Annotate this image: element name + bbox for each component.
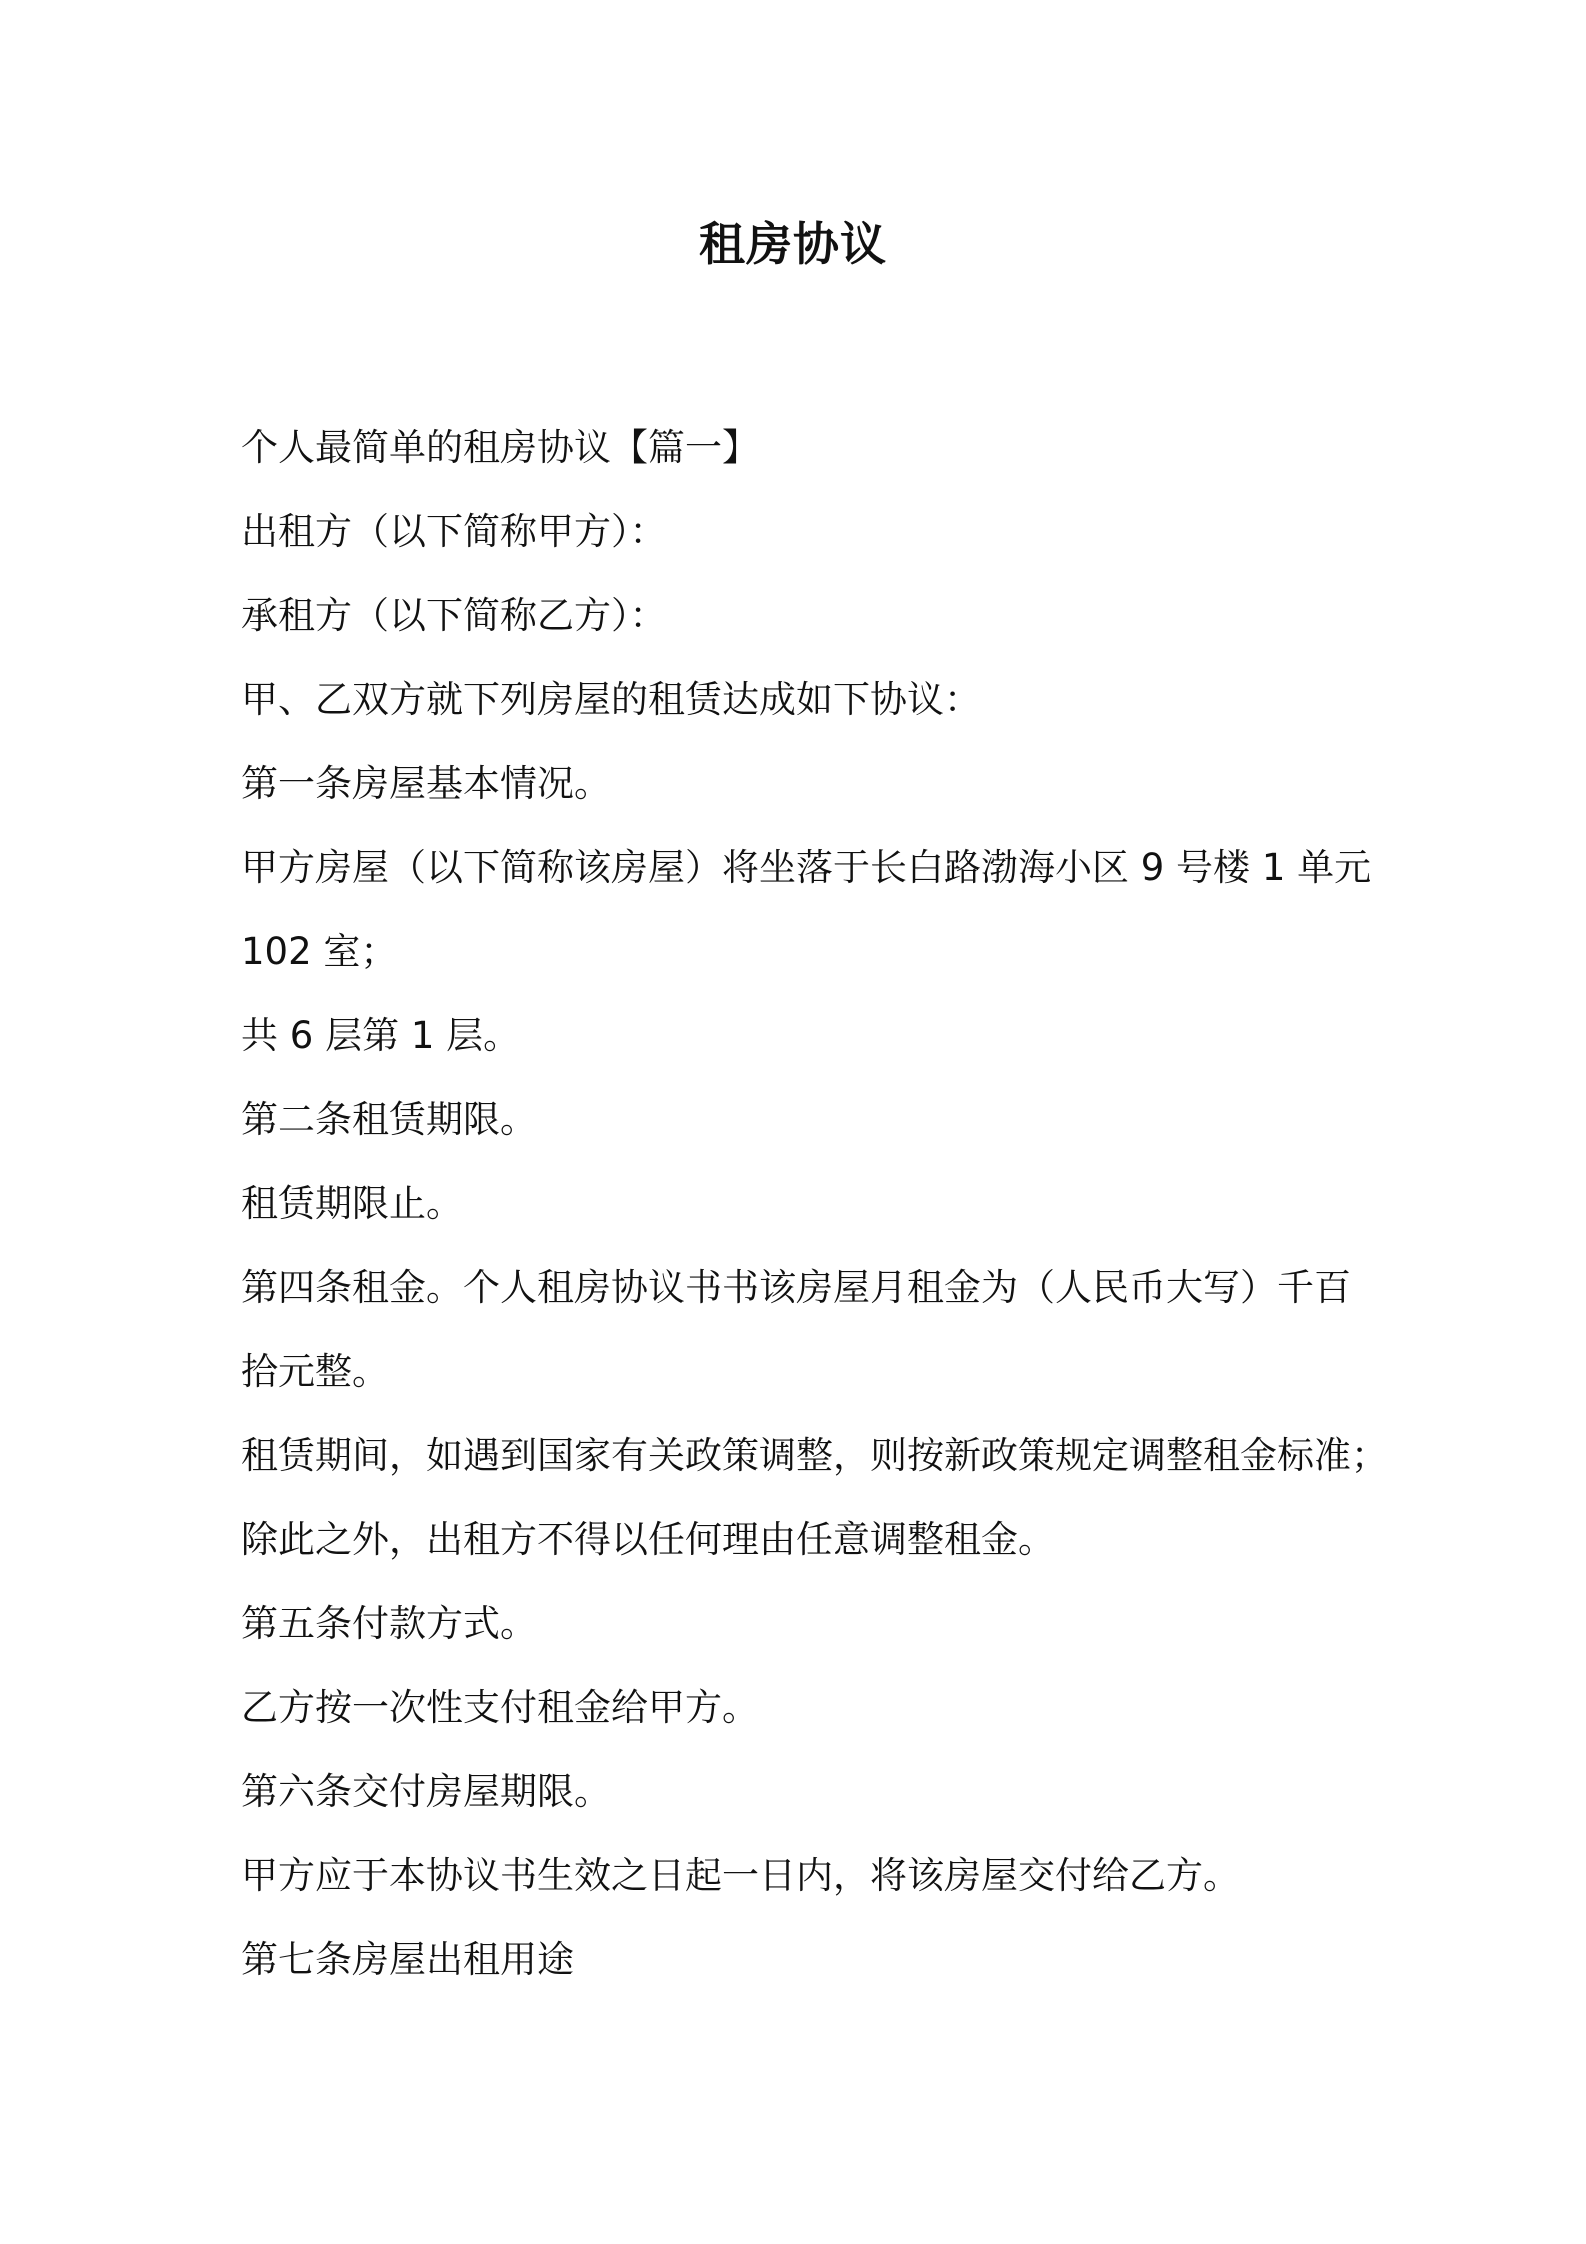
section-heading-part-one: 个人最简单的租房协议【篇一】 [241, 426, 759, 469]
article-4-text-line-1: 第四条租金。个人租房协议书书该房屋月租金为（人民币大写）千百 [241, 1266, 1351, 1309]
article-1-text-line-1: 甲方房屋（以下简称该房屋）将坐落于长白路渤海小区 9 号楼 1 单元 [241, 846, 1372, 889]
article-1-text-line-3: 共 6 层第 1 层。 [241, 1014, 521, 1057]
document-body [241, 406, 1388, 2002]
article-4-text-line-4: 除此之外，出租方不得以任何理由任意调整租金。 [241, 1518, 1055, 1561]
article-4-text-line-3: 租赁期间，如遇到国家有关政策调整，则按新政策规定调整租金标准； [241, 1434, 1388, 1477]
article-4-text-line-2: 拾元整。 [241, 1350, 389, 1393]
article-1-text-line-2: 102 室； [241, 930, 398, 973]
article-6-heading: 第六条交付房屋期限。 [241, 1770, 611, 1813]
article-6-text: 甲方应于本协议书生效之日起一日内，将该房屋交付给乙方。 [241, 1854, 1240, 1897]
article-2-heading: 第二条租赁期限。 [241, 1098, 537, 1141]
article-5-text: 乙方按一次性支付租金给甲方。 [241, 1686, 759, 1729]
article-7-heading: 第七条房屋出租用途 [241, 1938, 574, 1981]
agreement-intro: 甲、乙双方就下列房屋的租赁达成如下协议： [241, 678, 981, 721]
article-1-heading: 第一条房屋基本情况。 [241, 762, 611, 805]
article-2-text: 租赁期限止。 [241, 1182, 463, 1225]
lessee-line: 承租方（以下简称乙方）： [241, 594, 667, 637]
lessor-line: 出租方（以下简称甲方）： [241, 510, 667, 553]
document-title: 租房协议 [699, 217, 887, 271]
article-5-heading: 第五条付款方式。 [241, 1602, 537, 1645]
